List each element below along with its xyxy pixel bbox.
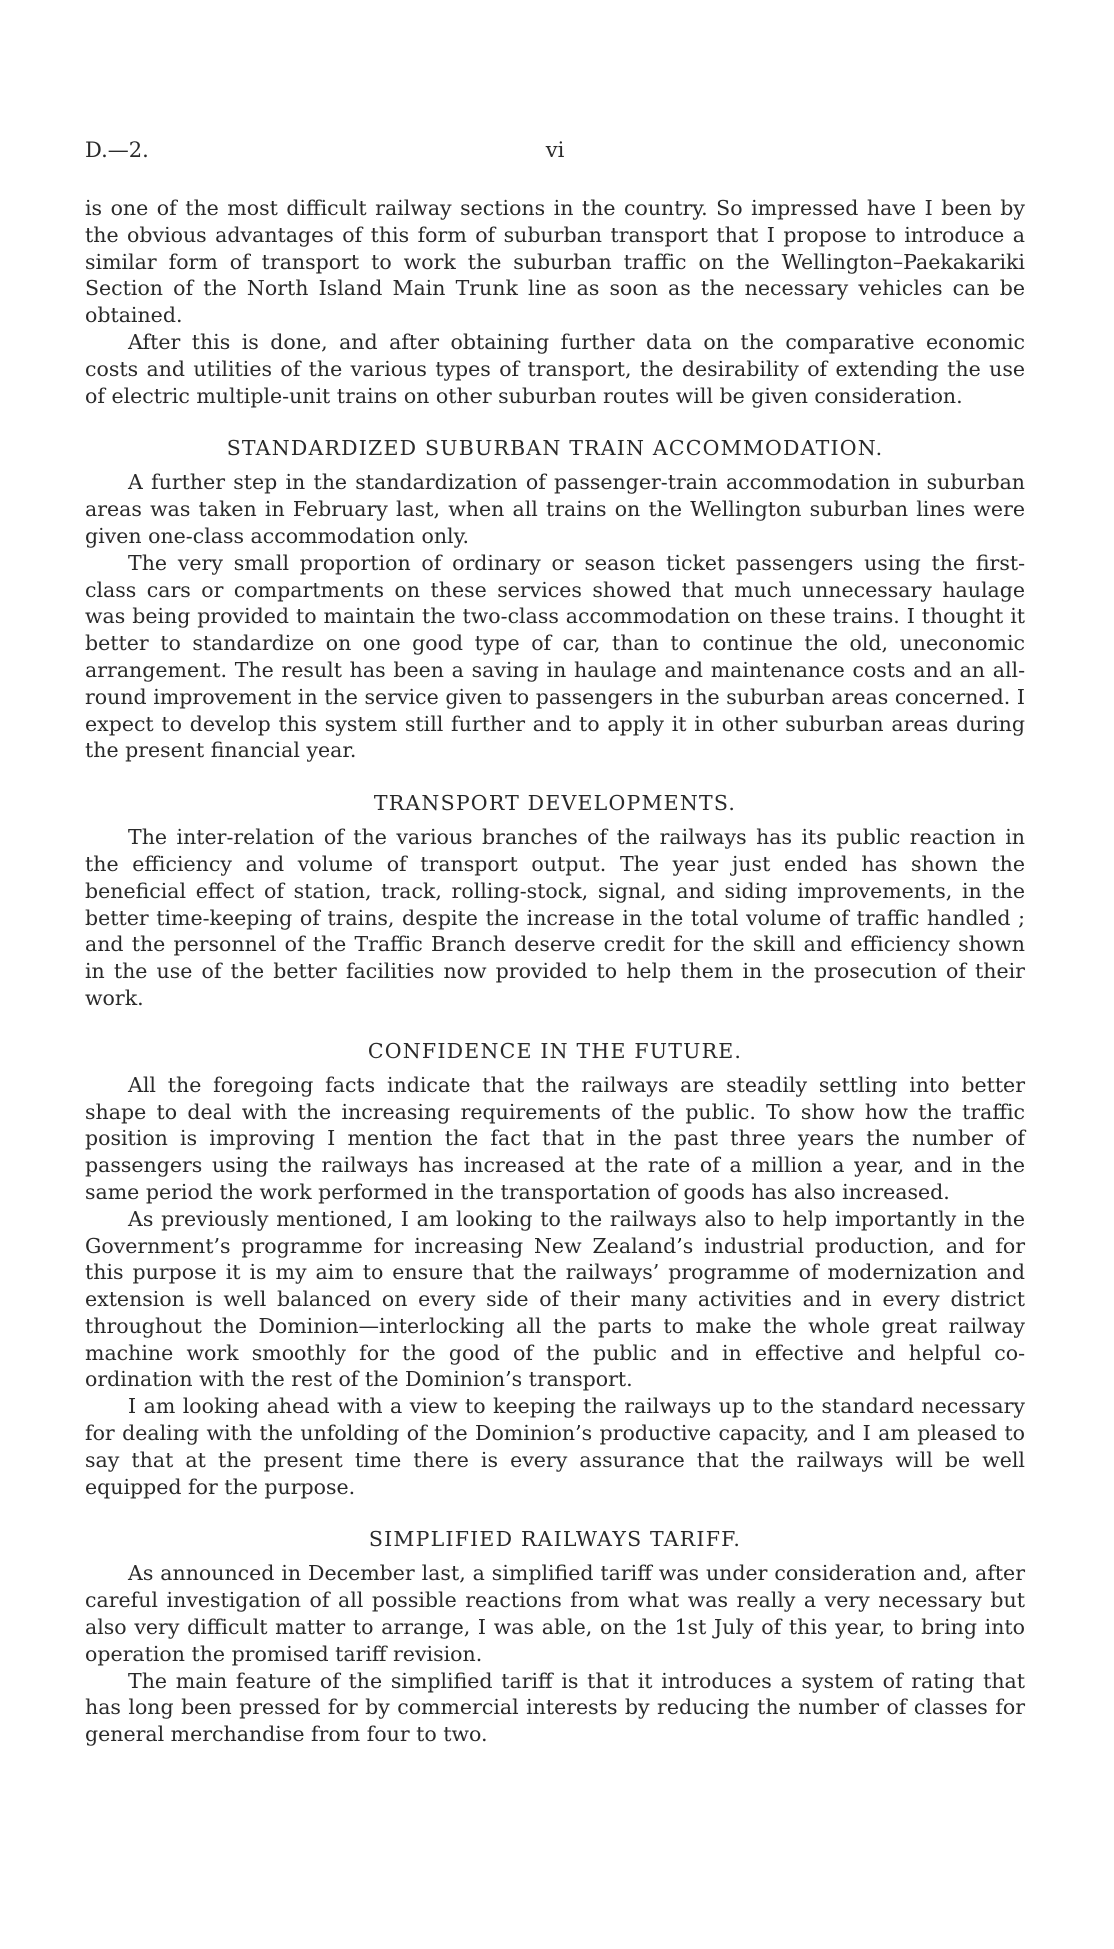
paragraph: After this is done, and after obtaining further data on the comparative economic costs and utilities of the various types of transport, the desirability of extending the use of electric multiple-unit trains on other suburban routes will be given consideration. — [85, 329, 1025, 408]
body-text — [85, 195, 1025, 1748]
paragraph: As announced in December last, a simplified tariff was under consideration and, after careful investigation of all possible reactions from what was really a very necessary but also very difficult matter to arrange, I was able, on the 1st July of this year, to bring into operation the promised tariff revision. — [85, 1561, 1025, 1666]
section-heading: SIMPLIFIED RAILWAYS TARIFF. — [368, 1527, 742, 1552]
paragraph: A further step in the standardization of passenger-train accommodation in suburban areas was taken in February last, when all trains on the Wellington suburban lines were given one-class accommodation only. — [85, 470, 1025, 548]
paragraph: The main feature of the simplified tariff is that it introduces a system of rating that has long been pressed for by commercial interests by reducing the number of classes for general merchandise from four to two. — [85, 1668, 1025, 1747]
page-header — [85, 138, 1025, 168]
paragraph: The very small proportion of ordinary or season ticket passengers using the first-class cars or compartments on these services showed that much unnecessary haulage was being provided to maintain the two-class accommodation on these trains. I thought it better to standardize on one good type of car, than to continue the old, uneconomic arrangement. The result has been a saving in haulage and maintenance costs and an all-round improvement in the service given to passengers in the suburban areas concerned. I expect to develop this system still further and to apply it in other suburban areas during the present financial year. — [85, 550, 1025, 763]
document-reference: D.—2. — [85, 138, 149, 162]
section-heading: TRANSPORT DEVELOPMENTS. — [373, 791, 737, 816]
page-number: vi — [545, 138, 565, 162]
paragraph: As previously mentioned, I am looking to the railways also to help importantly in the Government’s programme for increasing New Zealand’s industrial production, and for this purpose it is my aim to ensure that the railways’ programme of modernization and extension is well balanced on every side of their many activities and in every district throughout the Dominion—interlocking all the parts to make the whole great railway machine work smoothly for the good of the public and in effective and helpful co-ordination with the rest of the Dominion’s transport. — [85, 1206, 1025, 1392]
paragraph: All the foregoing facts indicate that the railways are steadily settling into better shape to deal with the increasing requirements of the public. To show how the traffic position is improving I mention the fact that in the past three years the number of passengers using the railways has increased at the rate of a million a year, and in the same period the work performed in the transportation of goods has also increased. — [85, 1072, 1025, 1204]
paragraph: I am looking ahead with a view to keeping the railways up to the standard necessary for dealing with the unfolding of the Dominion’s productive capacity, and I am pleased to say that at the present time there is every assurance that the railways will be well equipped for the purpose. — [85, 1394, 1025, 1499]
section-heading: CONFIDENCE IN THE FUTURE. — [367, 1038, 743, 1063]
paragraph: The inter-relation of the various branches of the railways has its public reaction in the efficiency and volume of transport output. The year just ended has shown the beneficial effect of station, track, rolling-stock, signal, and siding improvements, in the better time-keeping of trains, despite the increase in the total volume of traffic handled ; and the personnel of the Traffic Branch deserve credit for the skill and efficiency shown in the use of the better facilities now provided to help them in the prosecution of their work. — [85, 825, 1025, 1010]
section-heading: STANDARDIZED SUBURBAN TRAIN ACCOMMODATION. — [226, 436, 884, 461]
paragraph: is one of the most difficult railway sections in the country. So impressed have I been by the obvious advantages of this form of suburban transport that I propose to introduce a similar form of transport to work the suburban traffic on the Wellington–Paekakariki Section of the North Island Main Trunk line as soon as the necessary vehicles can be obtained. — [85, 196, 1025, 328]
